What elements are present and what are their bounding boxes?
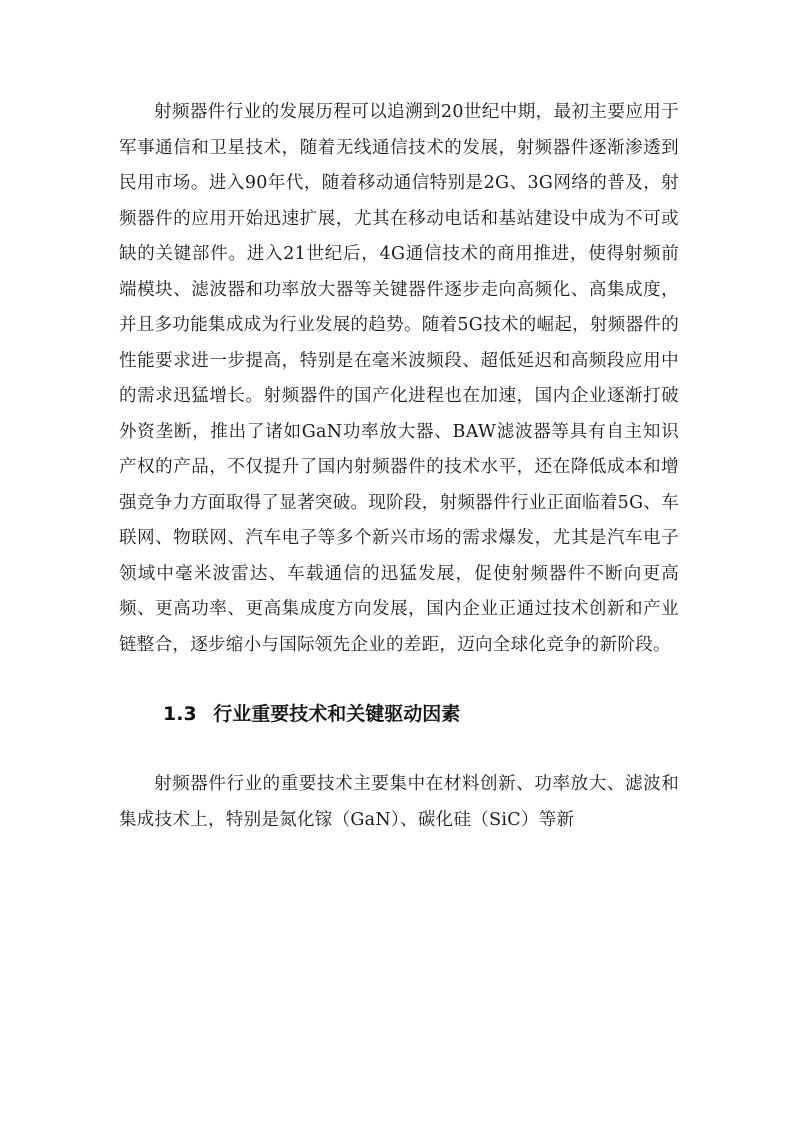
paragraph-technology: 射频器件行业的重要技术主要集中在材料创新、功率放大、滤波和集成技术上，特别是氮化镓（GaN）、碳化硅（SiC）等新 bbox=[119, 774, 679, 830]
section-title: 行业重要技术和关键驱动因素 bbox=[213, 703, 461, 725]
section-number: 1.3 bbox=[163, 703, 197, 725]
section-heading bbox=[119, 701, 679, 727]
paragraph-history: 射频器件行业的发展历程可以追溯到20世纪中期，最初主要应用于军事通信和卫星技术，随着无线通信技术的发展，射频器件逐渐渗透到民用市场。进入90年代，随着移动通信特别是2G、3G网络的普及，射频器件的应用开始迅速扩展，尤其在移动电话和基站建设中成为不可或缺的关键部件。进入21世纪后，4G通信技术的商用推进，使得射频前端模块、滤波器和功率放大器等关键器件逐步走向高频化、高集成度，并且多功能集成成为行业发展的趋势。随着5G技术的崛起，射频器件的性能要求进一步提高，特别是在毫米波频段、超低延迟和高频段应用中的需求迅猛增长。射频器件的国产化进程也在加速，国内企业逐渐打破外资垄断，推出了诸如GaN功率放大器、BAW滤波器等具有自主知识产权的产品，不仅提升了国内射频器件的技术水平，还在降低成本和增强竞争力方面取得了显著突破。现阶段，射频器件行业正面临着5G、车联网、物联网、汽车电子等多个新兴市场的需求爆发，尤其是汽车电子领域中毫米波雷达、车载通信的迅猛发展，促使射频器件不断向更高频、更高功率、更高集成度方向发展，国内企业正通过技术创新和产业链整合，逐步缩小与国际领先企业的差距，迈向全球化竞争的新阶段。 bbox=[119, 102, 679, 655]
